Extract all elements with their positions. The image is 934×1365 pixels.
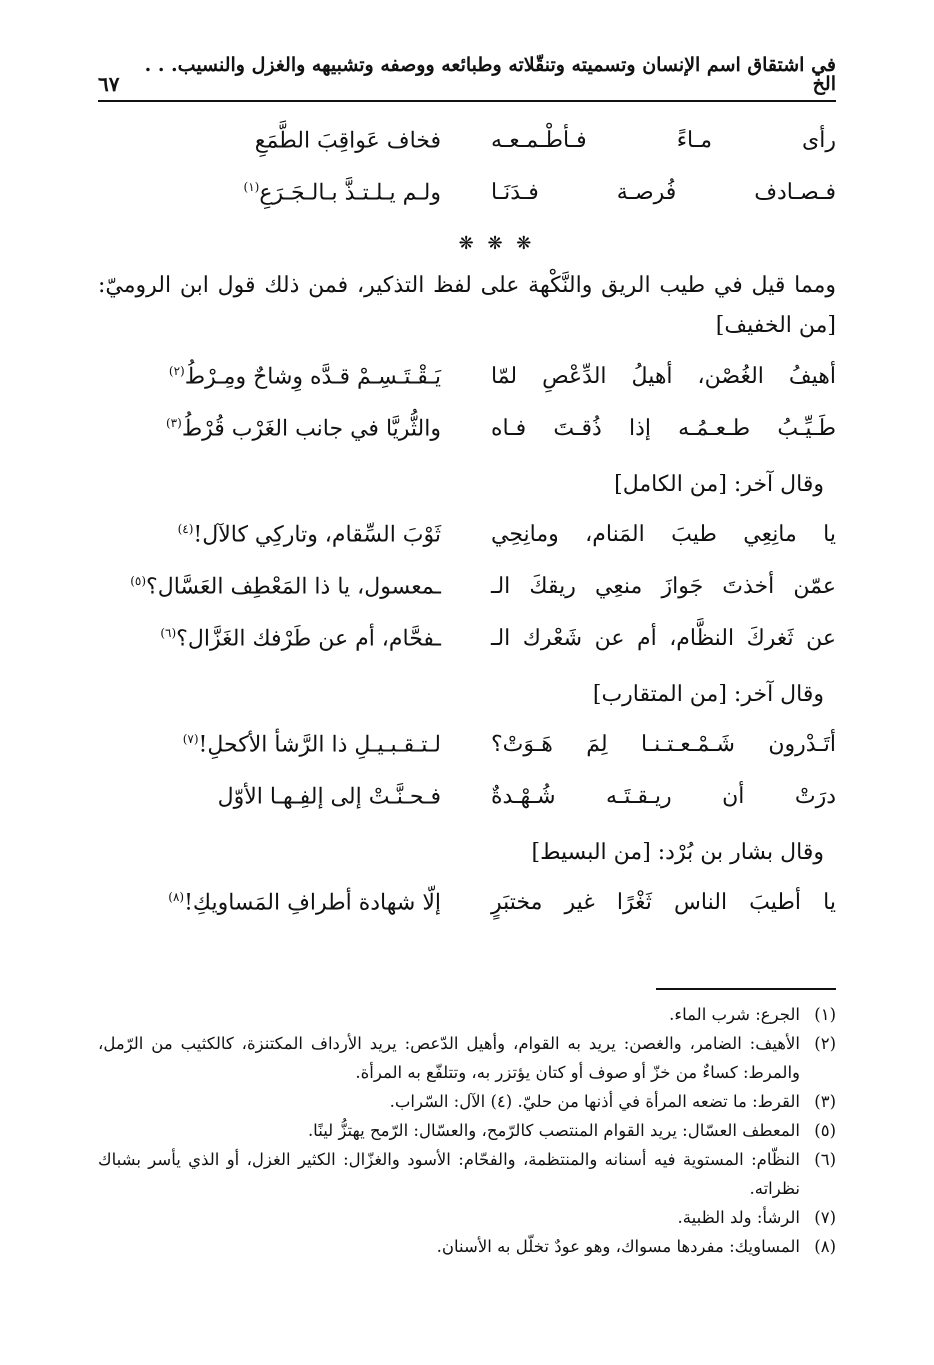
book-page <box>98 54 836 1320</box>
hemistich-first: فـصـادف فُرصـة فـدَنَـا <box>491 180 836 205</box>
running-title: في اشتقاق اسم الإنسان وتسميته وتنقّلاته وطبائعه ووصفه وتشبيهه والغزل والنسيب. . . الخ <box>144 54 836 95</box>
body-paragraph: ومما قيل في طيب الريق والنَّكْهة على لفظ التذكير، فمن ذلك قول ابن الروميّ: [من الخفيف] <box>98 273 836 338</box>
footnote-text: النظّام: المستوية فيه أسنانه والمنتظمة، والفحّام: الأسود والغزّال: الكثير الغزل، أو الذي يأسر بشباك نظراته. <box>98 1150 800 1198</box>
poem-4 <box>98 722 836 826</box>
footnote-text: القرط: ما تضعه المرأة في أذنها من حليّ. (٤) الآل: السّراب. <box>389 1092 800 1111</box>
hemistich-second: لـتـقـبـيـلِ ذا الرَّشأ الأكحلِ!$^{(٧)}$ <box>182 732 441 758</box>
footnote-number: (٨) <box>814 1237 836 1256</box>
hemistich-first: عن ثَغركَ النظَّام، أم عن شَعْرك الـ <box>491 626 836 651</box>
hemistich-first: يا مانِعِي طيبَ المَنام، ومانِحِي <box>491 522 836 547</box>
poem-5 <box>98 880 836 932</box>
footnote-number: (٦) <box>814 1150 836 1169</box>
hemistich-first: درَتْ أن ريـقـتَـه شُـهْـدةٌ <box>491 784 836 809</box>
verse <box>98 564 836 616</box>
hemistich-second: ولـم يـلـتـذَّ بـالـجَـرَعِ$^{(١)}$ <box>243 180 441 206</box>
hemistich-first: يا أطيبَ الناس ثَغْرًا غير مختبَرٍ <box>491 890 836 915</box>
verse <box>98 118 836 170</box>
spacer <box>98 932 836 988</box>
footnote-text: الأهيف: الضامر، والغصن: يريد به القوام، وأهيل الدّعص: يريد الأرداف المكتنزة، كالكثيب من الرّمل، والمرط: كساءٌ من خزّ أو صوف أو كتان يؤتزر به، وتتلفّع به المرأة. <box>98 1034 800 1082</box>
verse <box>98 406 836 458</box>
verse <box>98 774 836 826</box>
hemistich-second: والثُّريَّا في جانب الغَرْب قُرْطُ$^{(٣)}$ <box>165 416 441 442</box>
footnote-number: (١) <box>814 1005 836 1024</box>
hemistich-second: ـمعسول، يا ذا المَعْطِف العَسَّال؟$^{(٥)}$ <box>130 574 441 600</box>
hemistich-first: رأى مـاءً فـأطْـمـعـه <box>491 128 836 153</box>
running-header <box>98 54 836 96</box>
verse-intro: وقال آخر: [من الكامل] <box>614 472 824 497</box>
footnotes <box>98 1000 836 1261</box>
verse <box>98 512 836 564</box>
footnote <box>98 1232 836 1261</box>
footnote-ref[interactable]: (٥) <box>130 574 147 588</box>
footnote-ref[interactable]: (٢) <box>168 364 185 378</box>
footnote-text: المساويك: مفردها مسواك، وهو عودٌ تخلّل به الأسنان. <box>436 1237 800 1256</box>
verse <box>98 354 836 406</box>
footnote-ref[interactable]: (٦) <box>160 626 177 640</box>
verse-intro: وقال آخر: [من المتقارب] <box>592 682 824 707</box>
hemistich-second: فخاف عَواقِبَ الطَّمَعِ <box>254 128 441 154</box>
footnote-ref[interactable]: (٧) <box>182 732 199 746</box>
footnote-ref[interactable]: (٤) <box>177 522 194 536</box>
verse <box>98 722 836 774</box>
footnote-rule <box>656 988 836 990</box>
verse <box>98 170 836 222</box>
verse <box>98 880 836 932</box>
poem-2 <box>98 354 836 458</box>
footnote-ref[interactable]: (٨) <box>168 890 185 904</box>
hemistich-second: فـحـنَّـتْ إلى إلفِـهـا الأوّل <box>217 784 441 810</box>
page-number: ٦٧ <box>98 72 120 96</box>
hemistich-first: عمّن أخذتَ جَوازَ منعِي ريقكَ الـ <box>491 574 836 599</box>
footnote-number: (٢) <box>814 1034 836 1053</box>
footnote-ref[interactable]: (٣) <box>165 416 182 430</box>
footnote <box>98 1029 836 1087</box>
poem-1 <box>98 118 836 222</box>
hemistich-first: طَـيِّـبُ طـعـمُـه إذا ذُقـتَ فـاه <box>491 416 836 441</box>
footnote <box>98 1087 836 1116</box>
footnote-number: (٣) <box>814 1092 836 1111</box>
header-rule <box>98 100 836 102</box>
footnote <box>98 1203 836 1232</box>
hemistich-second: يَـقْـتَـسِـمْ قـدَّه وِشاحٌ ومِـرْطُ$^{(٢)}$ <box>168 364 441 390</box>
footnote <box>98 1000 836 1029</box>
hemistich-first: أتَـدْرون شَـمْـعـتـنـا لِمَ هَـوَتْ؟ <box>491 732 836 757</box>
section-separator: ❋ ❋ ❋ <box>458 233 536 254</box>
hemistich-second: ثَوْبَ السِّقام، وتاركِي كالآل!$^{(٤)}$ <box>177 522 441 548</box>
footnote-number: (٥) <box>814 1121 836 1140</box>
footnote <box>98 1116 836 1145</box>
footnote-text: المعطف العسّال: يريد القوام المنتصب كالرّمح، والعسّال: الرّمح يهتزُّ لينًا. <box>307 1121 800 1140</box>
hemistich-first: أهيفُ الغُصْن، أهيلُ الدِّعْصِ لمّا <box>491 364 836 389</box>
verse-intro: وقال بشار بن بُرْد: [من البسيط] <box>531 840 824 865</box>
hemistich-second: إلّا شهادة أطرافِ المَساويكِ!$^{(٨)}$ <box>168 890 441 916</box>
hemistich-second: ـفحَّام، أم عن طَرْفك الغَزَّال؟$^{(٦)}$ <box>160 626 441 652</box>
verse <box>98 616 836 668</box>
footnote-number: (٧) <box>814 1208 836 1227</box>
footnote-ref[interactable]: (١) <box>243 180 260 194</box>
poem-3 <box>98 512 836 668</box>
footnote-text: الرشأ: ولد الظبية. <box>677 1208 800 1227</box>
footnote <box>98 1145 836 1203</box>
footnote-text: الجرع: شرب الماء. <box>669 1005 800 1024</box>
